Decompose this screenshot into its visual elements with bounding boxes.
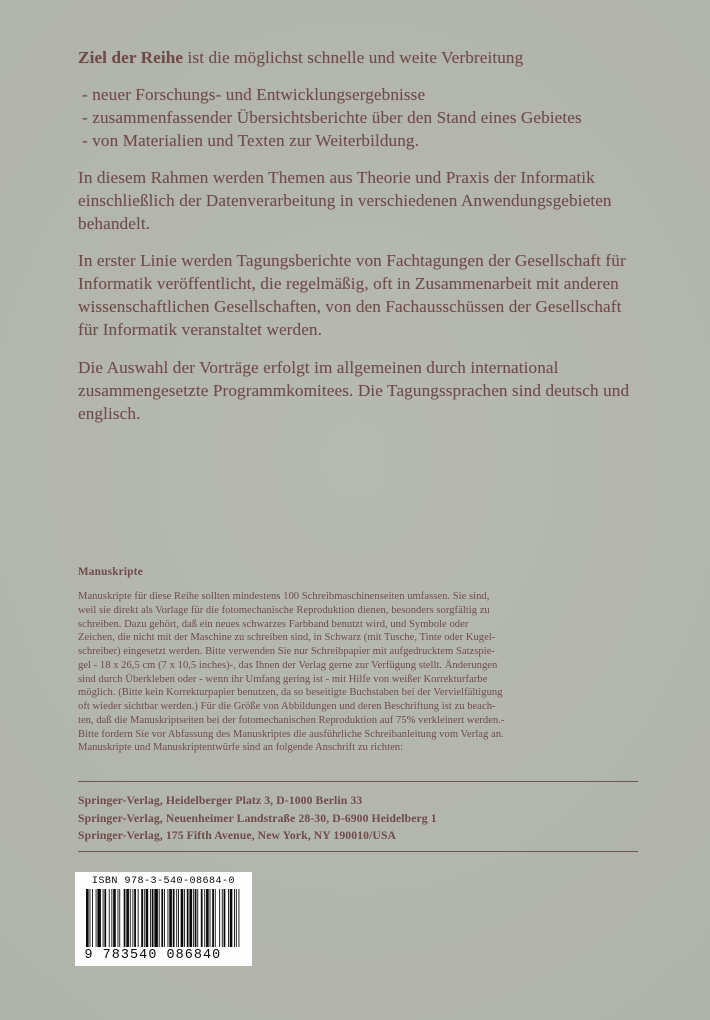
blurb-lead-paragraph: [78, 46, 640, 69]
series-bullet-list: [78, 83, 640, 152]
ean-digit-group: 086840: [166, 948, 222, 963]
manuscripts-line: sind durch Überkleben oder - wenn ihr Umfang gering ist - mit Hilfe von weißer Korrekturfarbe: [78, 673, 488, 685]
blurb-lead-rest: ist die möglichst schnelle und weite Verbreitung: [183, 48, 524, 67]
manuscripts-line: möglich. (Bitte kein Korrekturpapier benutzen, da so beseitigte Buchstaben bei der Vervielfältigung: [78, 687, 503, 699]
series-blurb: [78, 46, 640, 439]
series-bullet-item: - zusammenfassender Übersichtsberichte über den Stand eines Gebietes: [82, 108, 582, 128]
barcode-bars-icon: [86, 889, 242, 947]
manuscripts-body: [78, 590, 640, 755]
ean-digit-group: 783540: [102, 948, 158, 963]
manuscripts-line: oft wieder sichtbar werden.) Für die Größe von Abbildungen und deren Beschriftung ist zu beach-: [78, 701, 496, 713]
series-bullet-item: - neuer Forschungs- und Entwicklungsergebnisse: [82, 85, 426, 105]
manuscripts-line: schreiben. Dazu gehört, daß ein neues schwarzes Farbband benutzt wird, und Symbole oder: [78, 618, 469, 630]
manuscripts-line: Zeichen, die nicht mit der Maschine zu schreiben sind, in Schwarz (mit Tusche, Tinte oder Kugel-: [78, 632, 496, 644]
manuscripts-line: Bitte fordern Sie vor Abfassung des Manuskriptes die ausführliche Schreibanleitung vom Verlag an.: [78, 728, 504, 740]
manuscripts-heading: Manuskripte: [78, 566, 143, 578]
series-paragraph: In diesem Rahmen werden Themen aus Theorie und Praxis der Informatik einschließlich der Datenverarbeitung in verschiedenen Anwendungsgebieten behandelt.: [78, 168, 612, 234]
series-bullet-item: - von Materialien und Texten zur Weiterbildung.: [82, 131, 420, 151]
publisher-address-line: Springer-Verlag, Neuenheimer Landstraße 28-30, D-6900 Heidelberg 1: [78, 811, 437, 825]
manuscripts-line: schreiber) eingesetzt werden. Bitte verwenden Sie nur Schreibpapier mit aufgedrucktem Satzspie-: [78, 646, 495, 658]
manuscripts-line: ten, daß die Manuskriptseiten bei der fotomechanischen Reproduktion auf 75% verkleinert werden.-: [78, 714, 505, 726]
series-paragraph: Die Auswahl der Vorträge erfolgt im allgemeinen durch international zusammengesetzte Programmkomitees. Die Tagungssprachen sind deutsch und englisch.: [78, 357, 630, 423]
divider-rule-top: [78, 781, 638, 782]
ean-digit-group: 9: [84, 948, 94, 963]
manuscripts-line: Manuskripte für diese Reihe sollten mindestens 100 Schreibmaschinenseiten umfassen. Sie sind,: [78, 591, 490, 602]
ean-digits: [83, 948, 245, 963]
manuscripts-line: Manuskripte und Manuskriptentwürfe sind an folgende Anschrift zu richten:: [78, 742, 404, 754]
publisher-addresses: [78, 792, 640, 845]
isbn-number-label: ISBN 978-3-540-08684-0: [91, 876, 236, 887]
publisher-address-line: Springer-Verlag, 175 Fifth Avenue, New York, NY 190010/USA: [78, 829, 397, 843]
series-paragraph: In erster Linie werden Tagungsberichte von Fachtagungen der Gesellschaft für Informatik veröffentlicht, die regelmäßig, oft in Zusammenarbeit mit anderen wissenschaftlichen Gesellschaften, von den Fachausschüssen der Gesellschaft für Informatik veranstaltet werden.: [78, 251, 626, 340]
publisher-address-line: Springer-Verlag, Heidelberger Platz 3, D-1000 Berlin 33: [78, 794, 363, 807]
divider-rule-bottom: [78, 851, 638, 852]
manuscripts-line: gel - 18 x 26,5 cm (7 x 10,5 inches)-, das Ihnen der Verlag gerne zur Verfügung stellt. Änderungen: [78, 659, 498, 671]
isbn-barcode: [75, 872, 252, 966]
blurb-lead-bold: Ziel der Reihe: [78, 48, 184, 67]
manuscripts-line: weil sie direkt als Vorlage für die fotomechanische Reproduktion dienen, besonders sorgfältig zu: [78, 604, 490, 616]
